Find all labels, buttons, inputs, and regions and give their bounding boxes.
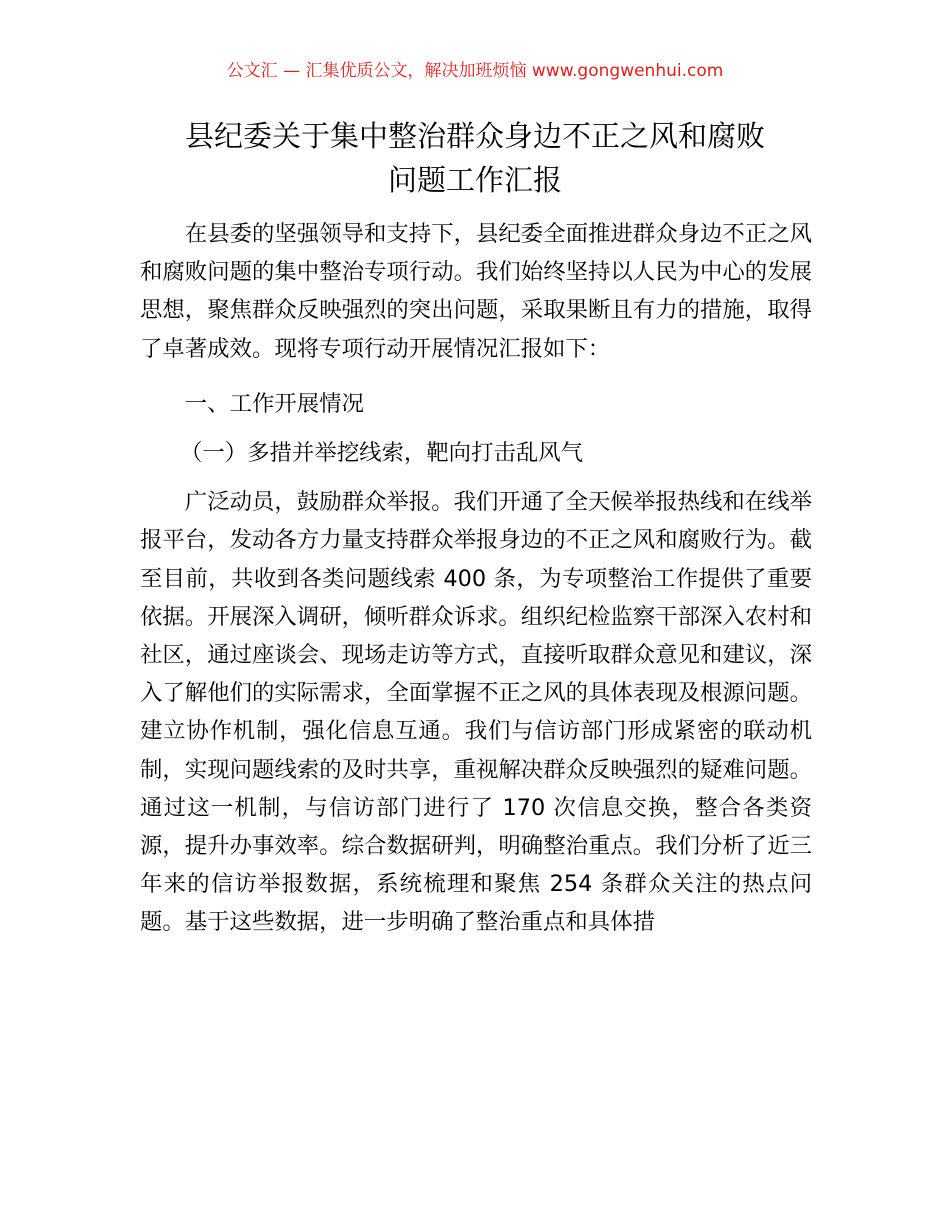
document-title-line-1: 县纪委关于集中整治群众身边不正之风和腐败 [184, 119, 765, 153]
spacer [140, 423, 812, 434]
subsection-1-paragraph: 广泛动员，鼓励群众举报。我们开通了全天候举报热线和在线举报平台，发动各方力量支持群众举报身边的不正之风和腐败行为。截至目前，共收到各类问题线索 400 条，为专项整治工作提供了重要依据。开展深入调研，倾听群众诉求。组织纪检监察干部深入农村和社区，通过座谈会、现场走访等方式，直接听取群众意见和建议，深入了解他们的实际需求，全面掌握不正之风的具体表现及根源问题。建立协作机制，强化信息互通。我们与信访部门形成紧密的联动机制，实现问题线索的及时共享，重视解决群众反映强烈的疑难问题。通过这一机制，与信访部门进行了 170 次信息交换，整合各类资源，提升办事效率。综合数据研判，明确整治重点。我们分析了近三年来的信访举报数据，系统梳理和聚焦 254 条群众关注的热点问题。基于这些数据，进一步明确了整治重点和具体措 [140, 489, 812, 936]
document-body [140, 215, 812, 942]
document-title-line-2: 问题工作汇报 [387, 163, 562, 197]
document-title [120, 114, 830, 202]
spacer [140, 368, 812, 385]
intro-paragraph: 在县委的坚强领导和支持下，县纪委全面推进群众身边不正之风和腐败问题的集中整治专项行动。我们始终坚持以人民为中心的发展思想，聚焦群众反映强烈的突出问题，采取果断且有力的措施，取得了卓著成效。现将专项行动开展情况汇报如下： [140, 221, 812, 362]
section-heading-1: 一、工作开展情况 [184, 390, 364, 417]
subsection-heading-1: （一）多措并举挖线索，靶向打击乱风气 [180, 440, 584, 467]
header-banner: 公文汇 — 汇集优质公文，解决加班烦恼 www.gongwenhui.com [226, 61, 724, 81]
spacer [140, 472, 812, 483]
